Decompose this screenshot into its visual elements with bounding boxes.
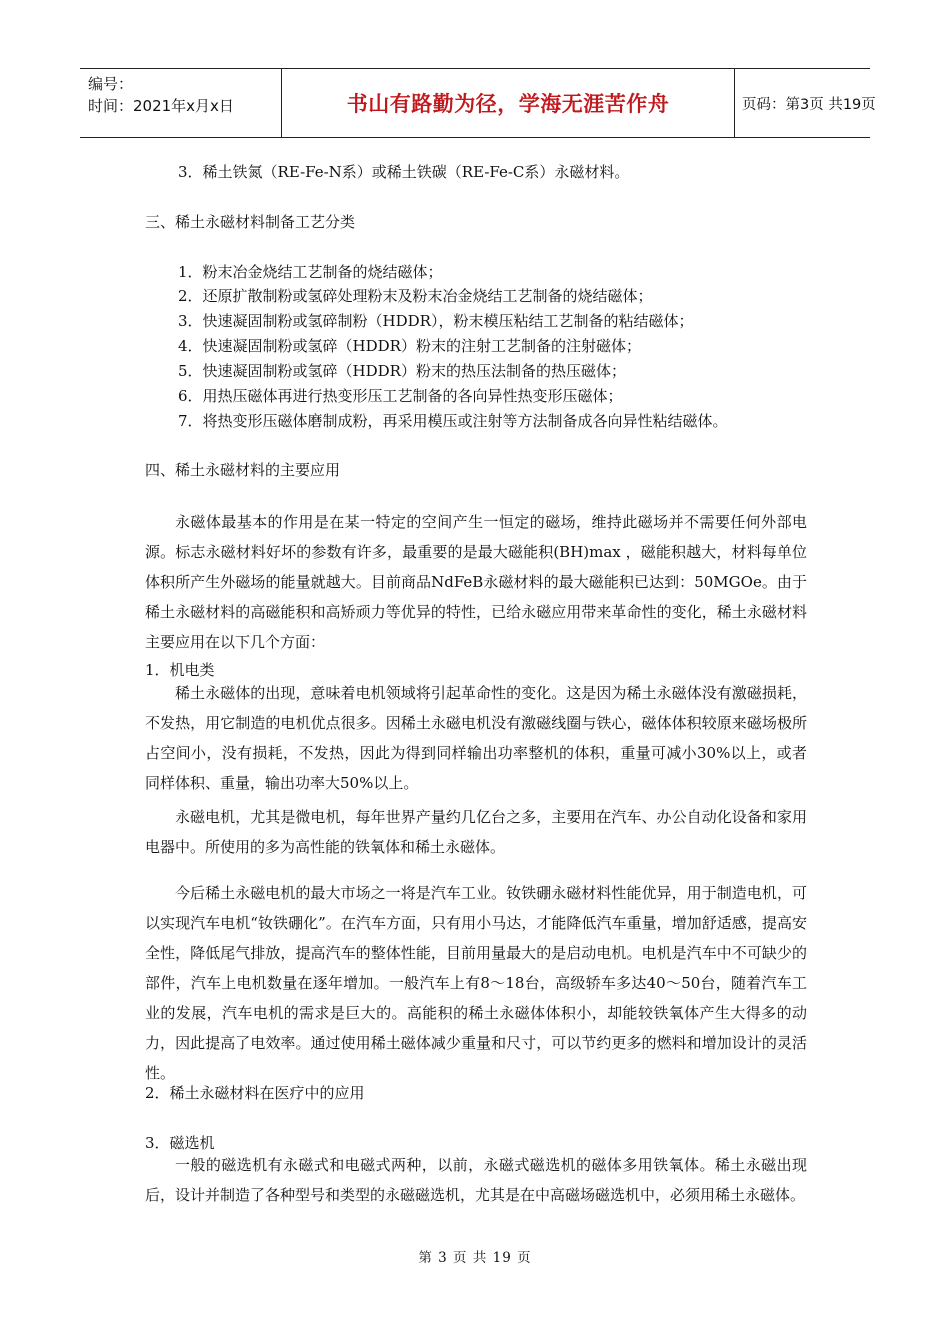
process-item-7: 7．将热变形压磁体磨制成粉，再采用模压或注射等方法制备成各向异性粘结磁体。 bbox=[178, 412, 728, 430]
process-item-2: 2．还原扩散制粉或氢碎处理粉末及粉末冶金烧结工艺制备的烧结磁体； bbox=[178, 287, 653, 305]
process-item-3: 3．快速凝固制粉或氢碎制粉（HDDR），粉末模压粘结工艺制备的粘结磁体； bbox=[178, 312, 694, 330]
page-header bbox=[80, 68, 876, 138]
rare-earth-item-3: 3．稀土铁氮（RE-Fe-N系）或稀土铁碳（RE-Fe-C系）永磁材料。 bbox=[178, 163, 630, 181]
code-label: 编号： bbox=[88, 75, 134, 93]
header-motto-cell bbox=[282, 69, 735, 137]
footer-page-number: 第 3 页 共 19 页 bbox=[418, 1250, 532, 1266]
subsection-3-title: 3．磁选机 bbox=[145, 1134, 215, 1152]
separator-paragraph: 一般的磁选机有永磁式和电磁式两种，以前，永磁式磁选机的磁体多用铁氧体。稀土永磁出现后，设计并制造了各种型号和类型的永磁磁选机，尤其是在中高磁场磁选机中，必须用稀土永磁体。 bbox=[145, 1156, 807, 1204]
process-item-4: 4．快速凝固制粉或氢碎（HDDR）粉末的注射工艺制备的注射磁体； bbox=[178, 337, 641, 355]
process-item-6: 6．用热压磁体再进行热变形压工艺制备的各向异性热变形压磁体； bbox=[178, 387, 623, 405]
process-item-5: 5．快速凝固制粉或氢碎（HDDR）粉末的热压法制备的热压磁体； bbox=[178, 362, 626, 380]
header-meta-cell bbox=[80, 69, 282, 137]
motor-paragraph-2: 永磁电机，尤其是微电机，每年世界产量约几亿台之多，主要用在汽车、办公自动化设备和家用电器中。所使用的多为高性能的铁氧体和稀土永磁体。 bbox=[145, 808, 807, 856]
date-label: 时间：2021年x月x日 bbox=[88, 97, 234, 115]
section-3-title: 三、稀土永磁材料制备工艺分类 bbox=[145, 213, 356, 231]
motor-paragraph-1: 稀土永磁体的出现，意味着电机领域将引起革命性的变化。这是因为稀土永磁体没有激磁损耗，不发热，用它制造的电机优点很多。因稀土永磁电机没有激磁线圈与铁心，磁体体积较原来磁场极所占空间小，没有损耗，不发热，因此为得到同样输出功率整机的体积，重量可减小30%以上，或者同样体积、重量，输出功率大50%以上。 bbox=[145, 684, 807, 792]
subsection-1-title: 1．机电类 bbox=[145, 661, 215, 679]
section-4-title: 四、稀土永磁材料的主要应用 bbox=[145, 461, 341, 479]
subsection-2-title: 2．稀土永磁材料在医疗中的应用 bbox=[145, 1084, 365, 1102]
automotive-paragraph: 今后稀土永磁电机的最大市场之一将是汽车工业。钕铁硼永磁材料性能优异，用于制造电机，可以实现汽车电机“钕铁硼化”。在汽车方面，只有用小马达，才能降低汽车重量，增加舒适感，提高安全性，降低尾气排放，提高汽车的整体性能，目前用量最大的是启动电机。电机是汽车中不可缺少的部件，汽车上电机数量在逐年增加。一般汽车上有8～18台，高级轿车多达40～50台，随着汽车工业的发展，汽车电机的需求是巨大的。高能积的稀土永磁体体积小，却能较铁氧体产生大得多的动力，因此提高了电效率。通过使用稀土磁体减少重量和尺寸，可以节约更多的燃料和增加设计的灵活性。 bbox=[145, 884, 807, 1082]
intro-paragraph: 永磁体最基本的作用是在某一特定的空间产生一恒定的磁场，维持此磁场并不需要任何外部电源。标志永磁材料好坏的参数有许多，最重要的是最大磁能积(BH)max ，磁能积越大，材料每单位体积所产生外磁场的能量就越大。目前商品NdFeB永磁材料的最大磁能积已达到：50MGOe。由于稀土永磁材料的高磁能积和高矫顽力等优异的特性，已给永磁应用带来革命性的变化，稀土永磁材料主要应用在以下几个方面： bbox=[145, 513, 807, 651]
motto: 书山有路勤为径，学海无涯苦作舟 bbox=[346, 92, 670, 116]
page-footer bbox=[0, 1246, 950, 1266]
header-page-info: 页码：第3页 共19页 bbox=[742, 96, 876, 113]
process-item-1: 1．粉末冶金烧结工艺制备的烧结磁体； bbox=[178, 263, 443, 281]
